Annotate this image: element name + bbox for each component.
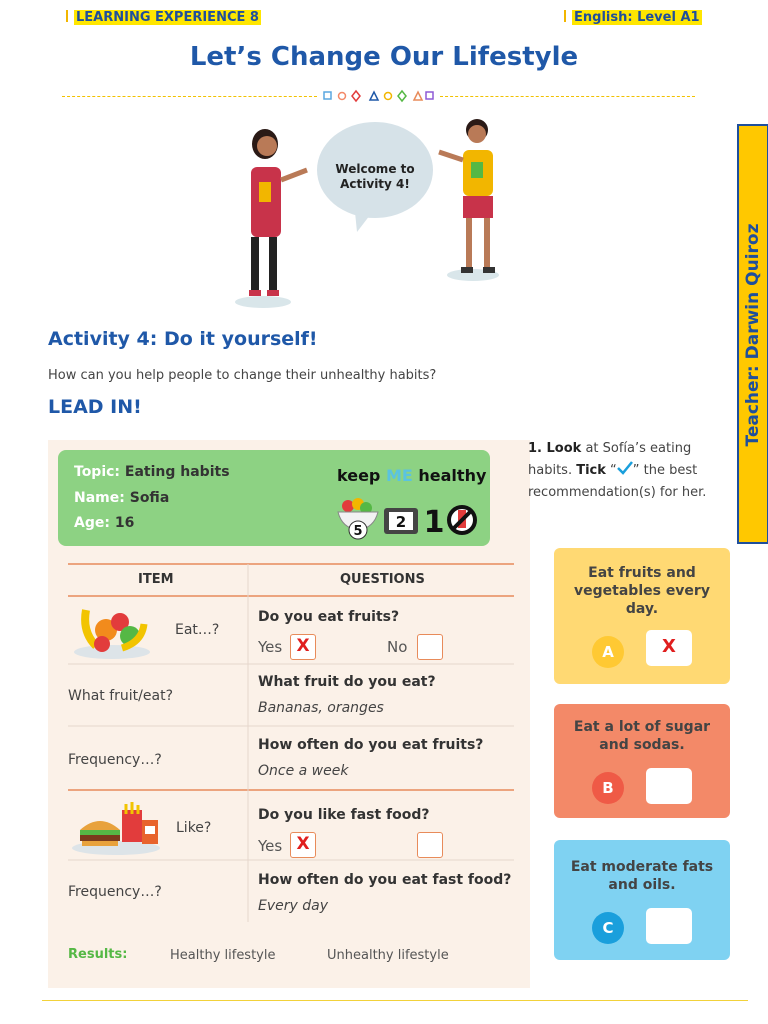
table-row-question: What fruit do you eat? <box>258 674 436 690</box>
results-label: Results: <box>68 947 128 962</box>
header-left-label: LEARNING EXPERIENCE 8 <box>66 10 261 25</box>
keep-me-healthy-slogan: keep ME healthy <box>337 466 487 485</box>
option-c-text: Eat moderate fats and oils. <box>570 859 714 893</box>
no-label: No <box>387 638 408 656</box>
yes-checkbox[interactable]: X <box>290 832 316 858</box>
footer-divider <box>42 1000 748 1001</box>
activity-question: How can you help people to change their unhealthy habits? <box>48 368 437 383</box>
teacher-name: Teacher: Darwin Quiroz <box>743 223 763 447</box>
option-c-checkbox[interactable] <box>646 908 692 944</box>
no-soda-icon <box>449 507 475 533</box>
card-topic: Topic: Eating habits <box>74 464 230 480</box>
fruit-bowl-icon <box>338 498 378 539</box>
card-age: Age: 16 <box>74 515 135 531</box>
table-row-answer: Bananas, oranges <box>258 700 384 716</box>
yes-label: Yes <box>258 638 283 656</box>
option-a-text: Eat fruits and vegetables every day. <box>574 565 710 617</box>
table-row-question: How often do you eat fruits? <box>258 737 484 753</box>
tv-screen-icon <box>384 508 418 534</box>
divider-right <box>440 96 695 97</box>
yes-label: Yes <box>258 837 283 855</box>
table-row-item: Like? <box>176 820 212 836</box>
instructions: 1. Look at Sofía’s eating habits. Tick “ ” the best recommendation(s) for her. <box>528 441 707 500</box>
table-header-questions: QUESTIONS <box>340 572 425 587</box>
speech-bubble-text: Welcome to Activity 4! <box>335 162 415 191</box>
fast-food-image <box>70 800 166 856</box>
checkmark-icon <box>617 461 633 475</box>
rule-one-number: 1 <box>423 505 445 540</box>
table-row-answer: Every day <box>258 898 328 914</box>
card-name: Name: Sofia <box>74 490 170 506</box>
activity-title: Activity 4: Do it yourself! <box>48 328 318 350</box>
fruits-image <box>72 602 152 660</box>
page-title: Let’s Change Our Lifestyle <box>189 42 579 72</box>
table-row-item: Frequency…? <box>68 752 162 768</box>
rule-fruit-number: 5 <box>353 524 363 539</box>
no-checkbox[interactable] <box>417 832 443 858</box>
rule-screen-number: 2 <box>395 513 407 531</box>
table-row-answer: Once a week <box>258 763 349 779</box>
header-right-label: English: Level A1 <box>564 10 702 25</box>
result-healthy-lifestyle[interactable]: Healthy lifestyle <box>170 948 276 963</box>
table-row-question: How often do you eat fast food? <box>258 872 512 888</box>
yes-checkbox[interactable]: X <box>290 634 316 660</box>
option-b-checkbox[interactable] <box>646 768 692 804</box>
option-b-letter: B <box>592 772 624 804</box>
lead-in-heading: LEAD IN! <box>48 396 142 418</box>
table-row-question: Do you eat fruits? <box>258 609 400 625</box>
option-a-checkbox[interactable]: X <box>646 630 692 666</box>
result-unhealthy-lifestyle[interactable]: Unhealthy lifestyle <box>327 948 449 963</box>
no-checkbox[interactable] <box>417 634 443 660</box>
table-header-item: ITEM <box>138 572 174 587</box>
table-row-item: Eat…? <box>175 622 220 638</box>
welcome-illustration <box>225 112 525 317</box>
option-a-letter: A <box>592 636 624 668</box>
divider-ornament-icon <box>322 89 434 103</box>
option-b-text: Eat a lot of sugar and sodas. <box>573 719 711 753</box>
table-row-item: Frequency…? <box>68 884 162 900</box>
divider-left <box>62 96 317 97</box>
table-row-question: Do you like fast food? <box>258 807 430 823</box>
healthy-rules-icons <box>336 494 482 542</box>
option-c-letter: C <box>592 912 624 944</box>
table-row-item: What fruit/eat? <box>68 688 173 704</box>
